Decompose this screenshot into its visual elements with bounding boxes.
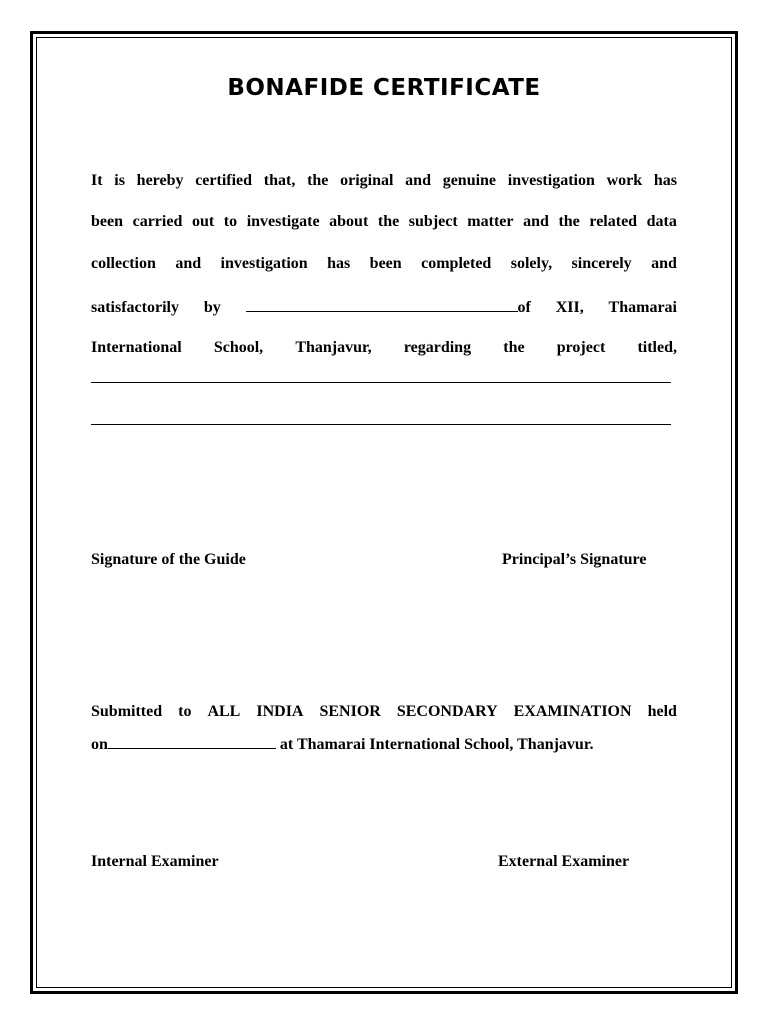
body-word: genuine	[442, 172, 497, 189]
body-word: project	[556, 339, 606, 356]
body-word: EXAMINATION	[513, 703, 632, 720]
body-word: to	[223, 213, 238, 230]
body-word: to	[178, 703, 192, 720]
certificate-title: BONAFIDE CERTIFICATE	[227, 75, 541, 101]
body-word: School,	[213, 339, 264, 356]
body-word: investigation	[220, 255, 308, 272]
student-name-blank	[246, 297, 531, 317]
body-word: data	[646, 213, 677, 230]
body-word: solely,	[510, 255, 553, 272]
body-word: the	[377, 213, 400, 230]
body-word: SECONDARY	[396, 703, 498, 720]
body-word: hereby	[136, 172, 184, 189]
body-word: XII,	[555, 299, 584, 316]
body-word: has	[653, 172, 677, 189]
body-word: INDIA	[256, 703, 304, 720]
body-word: by	[203, 299, 221, 316]
guide-signature-label: Signature of the Guide	[91, 551, 246, 568]
body-word: subject	[408, 213, 458, 230]
body-word: the	[558, 213, 580, 230]
body-line-1	[91, 172, 677, 190]
body-word: and	[651, 255, 677, 272]
principal-signature-label: Principal’s Signature	[502, 551, 647, 568]
project-title-blank-2	[91, 424, 671, 425]
submission-line-1	[91, 703, 677, 721]
body-word: regarding	[403, 339, 472, 356]
body-word: Thanjavur,	[295, 339, 372, 356]
submission-on: on	[91, 736, 108, 753]
body-word: completed	[421, 255, 492, 272]
body-word: has	[327, 255, 351, 272]
body-word: original	[340, 172, 394, 189]
body-word: investigation	[507, 172, 595, 189]
blank-line	[246, 297, 518, 312]
body-word: SENIOR	[319, 703, 381, 720]
submission-line-2	[91, 734, 593, 754]
body-word: Thamarai	[608, 299, 677, 316]
body-word: sincerely	[571, 255, 632, 272]
body-word: and	[405, 172, 431, 189]
body-word: collection	[91, 255, 156, 272]
external-examiner-label: External Examiner	[498, 853, 630, 870]
body-word: out	[191, 213, 215, 230]
body-word: is	[114, 172, 125, 189]
body-word: titled,	[637, 339, 677, 356]
body-line-4	[91, 297, 677, 317]
body-word: about	[329, 213, 369, 230]
body-word: been	[369, 255, 402, 272]
body-word: investigate	[246, 213, 320, 230]
body-word: Submitted	[91, 703, 163, 720]
project-title-blank-1	[91, 382, 671, 383]
body-word: ALL	[207, 703, 241, 720]
submission-location: at Thamarai International School, Thanjavur.	[275, 736, 594, 753]
body-word: work	[606, 172, 643, 189]
body-word: that,	[263, 172, 296, 189]
body-word: International	[91, 339, 182, 356]
body-word: of	[517, 299, 531, 316]
internal-examiner-label: Internal Examiner	[91, 853, 219, 870]
body-word: and	[523, 213, 549, 230]
body-word: held	[647, 703, 677, 720]
body-word: the	[503, 339, 525, 356]
body-line-5	[91, 339, 677, 357]
body-word: been	[91, 213, 123, 230]
body-word: the	[307, 172, 329, 189]
body-word: satisfactorily	[91, 299, 179, 316]
body-line-3	[91, 255, 677, 273]
body-word: It	[91, 172, 103, 189]
body-word: and	[175, 255, 202, 272]
body-word: certified	[195, 172, 253, 189]
body-line-2	[91, 213, 677, 231]
body-word: matter	[467, 213, 514, 230]
exam-date-blank	[108, 734, 276, 749]
body-word: carried	[132, 213, 183, 230]
body-word: related	[589, 213, 638, 230]
